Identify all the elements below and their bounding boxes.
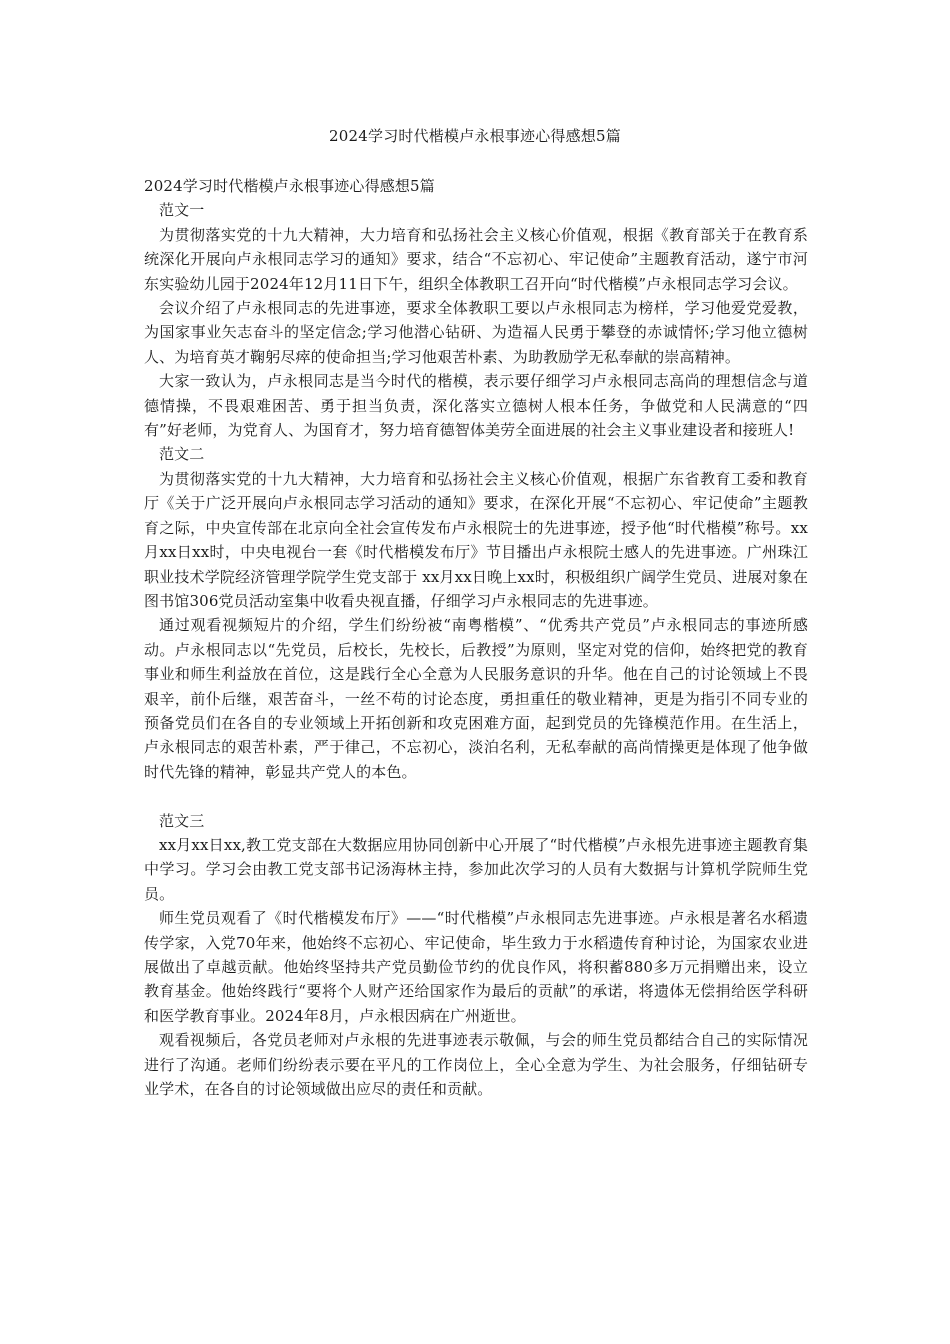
blank-line [144,784,808,808]
paragraph: 通过观看视频短片的介绍，学生们纷纷被“南粤楷模”、“优秀共产党员”卢永根同志的事迹所感动。卢永根同志以“先党员，后校长，先校长，后教授”为原则，坚定对党的信仰，始终把党的教育事业和师生利益放在首位，这是践行全心全意为人民服务意识的升华。他在自己的讨论领域上不畏艰辛，前仆后继，艰苦奋斗，一丝不苟的讨论态度，勇担重任的敬业精神，更是为指引不同专业的预备党员们在各自的专业领域上开拓创新和攻克困难方面，起到党员的先锋模范作用。在生活上，卢永根同志的艰苦朴素，严于律己，不忘初心，淡泊名利，无私奉献的高尚情操更是体现了他争做时代先锋的精神，彰显共产党人的本色。 [144,616,808,781]
paragraph: 师生党员观看了《时代楷模发布厅》——“时代楷模”卢永根同志先进事迹。卢永根是著名水稻遗传学家，入党70年来，他始终不忘初心、牢记使命，毕生致力于水稻遗传育种讨论，为国家农业进展做出了卓越贡献。他始终坚持共产党员勤俭节约的优良作风，将积蓄880多万元捐赠出来，设立教育基金。他始终践行“要将个人财产还给国家作为最后的贡献”的承诺，将遗体无偿捐给医学科研和医学教育事业。2024年8月，卢永根因病在广州逝世。 [144,909,808,1025]
document-title: 2024学习时代楷模卢永根事迹心得感想5篇 [329,127,621,145]
paragraph: 观看视频后，各党员老师对卢永根的先进事迹表示敬佩，与会的师生党员都结合自己的实际情况进行了沟通。老师们纷纷表示要在平凡的工作岗位上，全心全意为学生、为社会服务，仔细钻研专业学术，在各自的讨论领域做出应尽的责任和贡献。 [144,1031,808,1099]
paragraph: 为贯彻落实党的十九大精神，大力培育和弘扬社会主义核心价值观，根据《教育部关于在教育系统深化开展向卢永根同志学习的通知》要求，结合“不忘初心、牢记使命”主题教育活动，遂宁市河东实验幼儿园于2024年12月11日下午，组织全体教职工召开向“时代楷模”卢永根同志学习会议。 [144,225,808,293]
section-heading: 范文二 [159,445,205,464]
paragraph: xx月xx日xx,教工党支部在大数据应用协同创新中心开展了“时代楷模”卢永根先进事迹主题教育集中学习。学习会由教工党支部书记汤海林主持，参加此次学习的人员有大数据与计算机学院师生党员。 [144,835,808,903]
section-heading: 范文一 [159,201,205,220]
paragraph: 大家一致认为，卢永根同志是当今时代的楷模，表示要仔细学习卢永根同志高尚的理想信念与道德情操，不畏艰难困苦、勇于担当负责，深化落实立德树人根本任务，争做党和人民满意的“四有”好老师，为党育人、为国育才，努力培育德智体美劳全面进展的社会主义事业建设者和接班人! [144,372,808,440]
paragraph: 为贯彻落实党的十九大精神，大力培育和弘扬社会主义核心价值观，根据广东省教育工委和教育厅《关于广泛开展向卢永根同志学习活动的通知》要求，在深化开展“不忘初心、牢记使命”主题教育之际，中央宣传部在北京向全社会宣传发布卢永根院士的先进事迹，授予他“时代楷模”称号。xx月xx日xx时，中央电视台一套《时代楷模发布厅》节目播出卢永根院士感人的先进事迹。广州珠江职业技术学院经济管理学院学生党支部于 xx月xx日晚上xx时，积极组织广阔学生党员、进展对象在图书馆306党员活动室集中收看央视直播，仔细学习卢永根同志的先进事迹。 [144,469,808,610]
document-body [144,174,808,1101]
document-subtitle: 2024学习时代楷模卢永根事迹心得感想5篇 [144,177,435,195]
paragraph: 会议介绍了卢永根同志的先进事迹，要求全体教职工要以卢永根同志为榜样，学习他爱党爱教，为国家事业矢志奋斗的坚定信念;学习他潜心钻研、为造福人民勇于攀登的赤诚情怀;学习他立德树人、为培育英才鞠躬尽瘁的使命担当;学习他艰苦朴素、为助教励学无私奉献的崇高精神。 [144,299,808,366]
section-heading: 范文三 [159,811,205,830]
